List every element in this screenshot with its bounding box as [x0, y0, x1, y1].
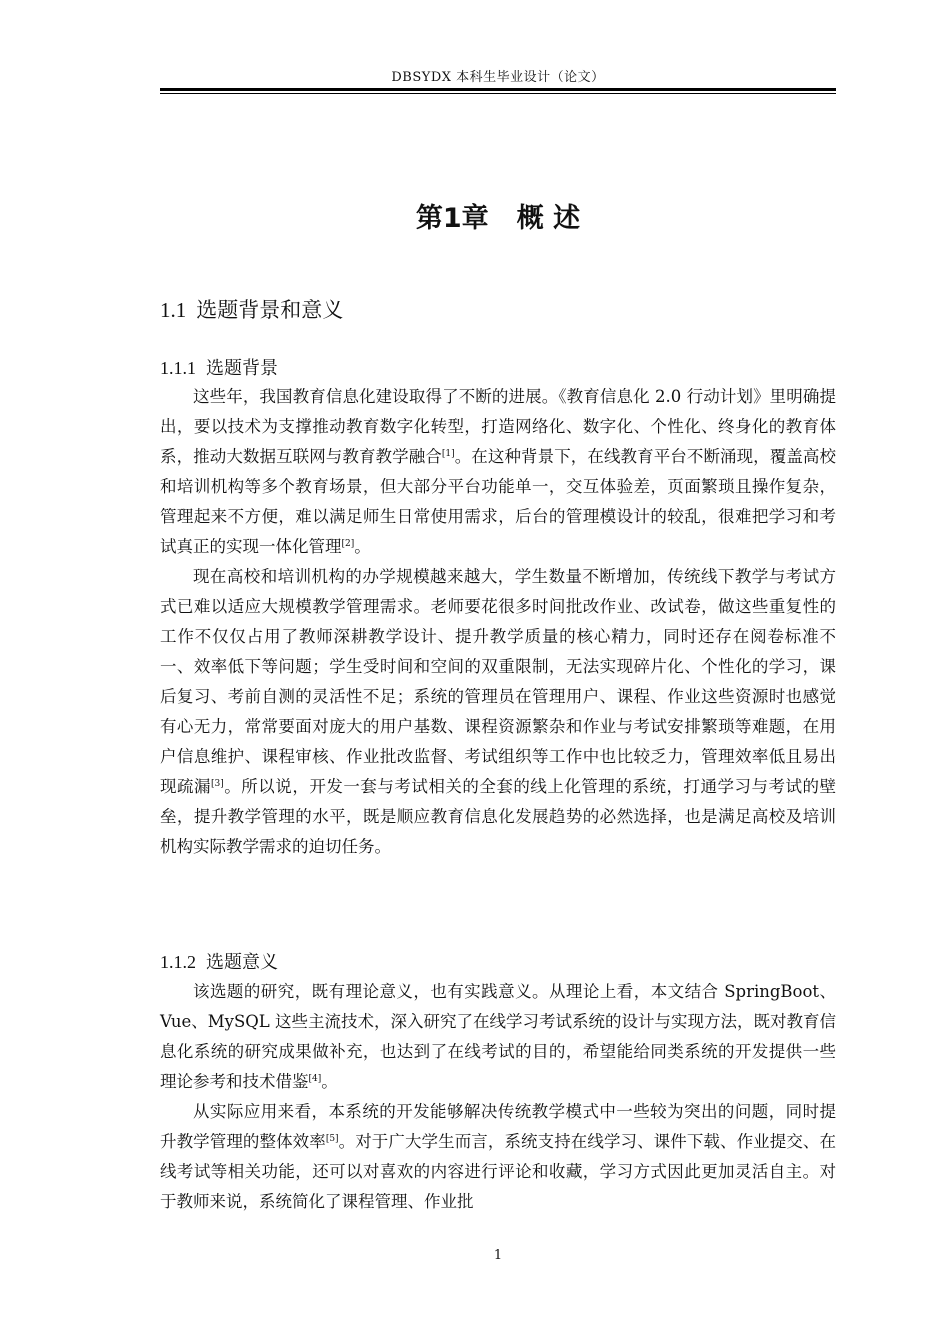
section-number: 1.1 [160, 298, 187, 322]
paragraph [160, 1097, 836, 1217]
text-run: 从实际应用来看，本系统的开发能够解决传统教学模式中一些较为突出的问题，同时提升教学管理的整体效率 [160, 1102, 836, 1151]
running-header: DBSYDX 本科生毕业设计（论文） [391, 70, 605, 85]
section-1-1-2-body [160, 977, 836, 1217]
text-run: 。对于广大学生而言，系统支持在线学习、课件下载、作业提交、在线考试等相关功能，还可以对喜欢的内容进行评论和收藏，学习方式因此更加灵活自主。对于教师来说，系统简化了课程管理、作业批 [160, 1132, 837, 1211]
subsection-number: 1.1.2 [160, 952, 196, 972]
section-title: 选题背景和意义 [196, 298, 344, 322]
subsection-number: 1.1.1 [160, 358, 196, 378]
text-run: 这些年，我国教育信息化建设取得了不断的进展。《教育信息化 2.0 行动计划》里明确提出，要以技术为支撑推动教育数字化转型，打造网络化、数字化、个性化、终身化的教育体系，推动大数据互联网与教育教学融合 [160, 387, 836, 466]
citation-ref: [4] [308, 1074, 322, 1084]
header-rule-thin [160, 93, 836, 94]
section-1-1-1-body [160, 382, 836, 862]
citation-ref: [2] [341, 539, 355, 549]
citation-ref: [3] [211, 779, 224, 789]
page-number: 1 [493, 1248, 503, 1263]
text-run: 现在高校和培训机构的办学规模越来越大，学生数量不断增加，传统线下教学与考试方式已难以适应大规模教学管理需求。老师要花很多时间批改作业、改试卷，做这些重复性的工作不仅仅占用了教师深耕教学设计、提升教学质量的核心精力，同时还存在阅卷标准不一、效率低下等问题；学生受时间和空间的双重限制，无法实现碎片化、个性化的学习，课后复习、考前自测的灵活性不足；系统的管理员在管理用户、课程、作业这些资源时也感觉有心无力，常常要面对庞大的用户基数、课程资源繁杂和作业与考试安排繁琐等难题，在用户信息维护、课程审核、作业批改监督、考试组织等工作中也比较乏力，管理效率低且易出现疏漏 [160, 567, 836, 796]
paragraph [160, 977, 836, 1097]
subsection-title: 选题意义 [206, 952, 278, 973]
text-run: 。在这种背景下，在线教育平台不断涌现，覆盖高校和培训机构等多个教育场景，但大部分平台功能单一，交互体验差，页面繁琐且操作复杂，管理起来不方便，难以满足师生日常使用需求，后台的管理模设计的较乱，很难把学习和考试真正的实现一体化管理 [160, 447, 837, 556]
text-run: 该选题的研究，既有理论意义，也有实践意义。从理论上看，本文结合 SpringBoot、Vue、MySQL 这些主流技术，深入研究了在线学习考试系统的设计与实现方法，既对教育信息化系统的研究成果做补充，也达到了在线考试的目的，希望能给同类系统的开发提供一些理论参考和技术借鉴 [160, 982, 837, 1091]
header-rule-thick [160, 88, 836, 91]
citation-ref: [5] [325, 1134, 339, 1144]
subsection-heading-1-1-2 [160, 948, 278, 974]
text-run: 。所以说，开发一套与考试相关的全套的线上化管理的系统，打通学习与考试的壁垒，提升教学管理的水平，既是顺应教育信息化发展趋势的必然选择，也是满足高校及培训机构实际教学需求的迫切任务。 [160, 777, 837, 856]
chapter-name: 概 述 [516, 203, 581, 234]
paragraph [160, 382, 836, 562]
chapter-label: 第1章 [415, 203, 489, 234]
section-heading-1-1 [160, 294, 343, 324]
text-run: 。 [321, 1072, 338, 1091]
citation-ref: [1] [441, 449, 455, 459]
subsection-heading-1-1-1 [160, 354, 278, 380]
text-run: 。 [354, 537, 371, 556]
chapter-title [160, 196, 836, 235]
subsection-title: 选题背景 [206, 358, 278, 379]
paragraph [160, 562, 836, 862]
